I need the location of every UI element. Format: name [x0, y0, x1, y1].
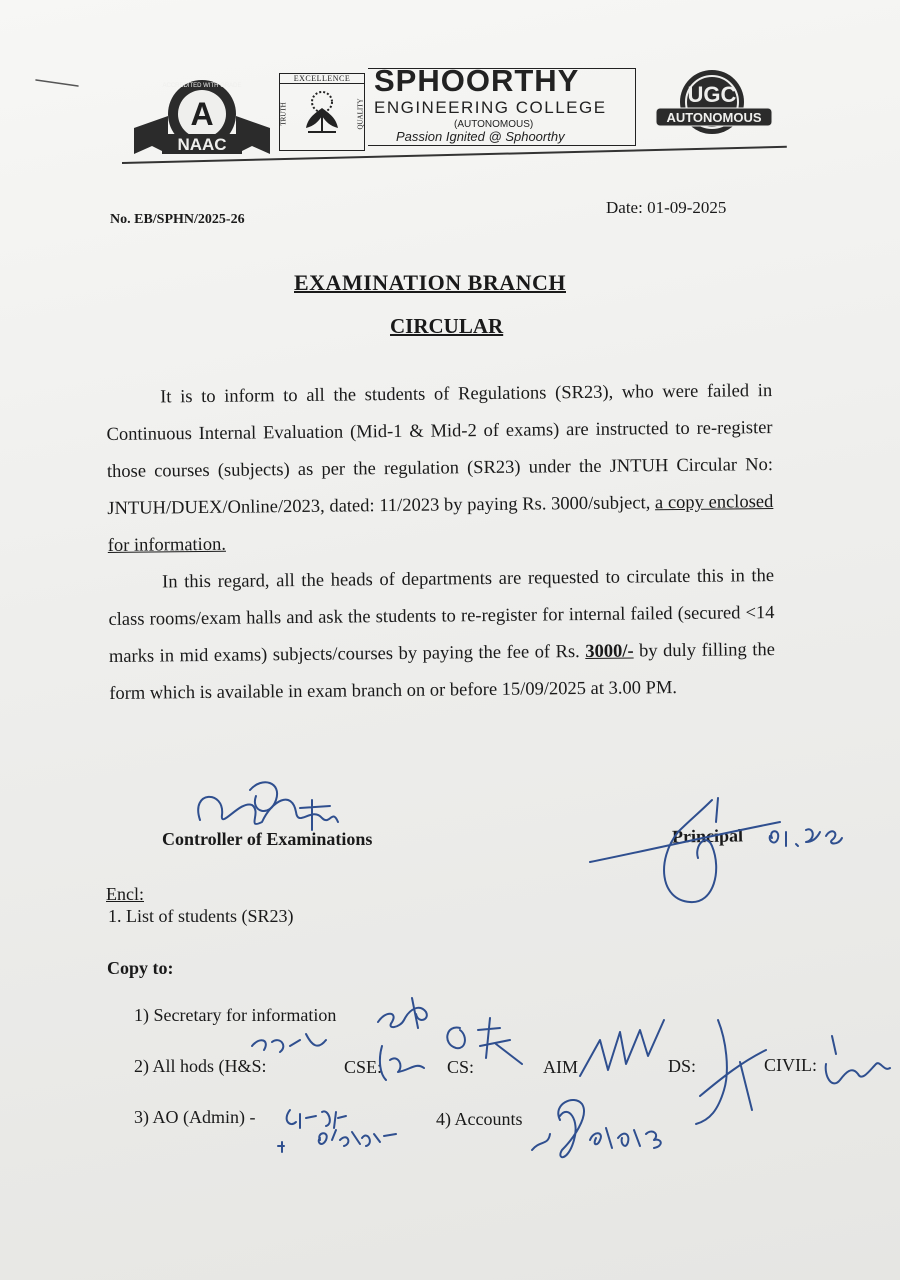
paragraph-2 — [108, 558, 776, 713]
copy-to-cse: CSE: — [344, 1057, 383, 1077]
naac-label-text: NAAC — [177, 135, 227, 154]
page-subtitle: CIRCULAR — [390, 314, 504, 338]
paragraph-1 — [106, 373, 774, 565]
ugc-sub-text: AUTONOMOUS — [666, 110, 762, 125]
paragraph-1-text: It is to inform to all the students of Regulations (SR23), who were failed in Continuous Internal Evaluation (Mid-1 & Mid-2 of exams) are instructed to re-register those courses (subjects) as per the regulation (SR23) under the JNTUH Circular No: JNTUH/DUEX/Online/2023, dated: 11/2023 by paying Rs. 3000/subject, — [106, 381, 774, 519]
copy-to-civil: CIVIL: — [764, 1055, 817, 1075]
crest-top-text: EXCELLENCE — [280, 74, 364, 84]
paragraph-2-text: In this regard, all the heads of departments are requested to circulate this in the class rooms/exam halls and ask the students to re-register for internal failed (secured <14 marks in mid exams) subjects/courses by paying the fee of Rs. — [108, 566, 775, 667]
enclosure-note: a copy enclosed for information. — [107, 492, 774, 556]
copy-to-item-secretary: 1) Secretary for information — [134, 1005, 337, 1025]
reference-number: No. EB/SPHN/2025-26 — [110, 212, 245, 227]
ugc-autonomous-logo — [650, 66, 780, 146]
principal-signature — [590, 800, 780, 902]
circular-date: Date: 01-09-2025 — [606, 198, 727, 217]
college-name-block — [368, 63, 636, 146]
copy-to-item-ao: 3) AO (Admin) - — [134, 1107, 256, 1127]
copy-to-cs: CS: — [447, 1057, 475, 1077]
naac-arc-text: ACCREDITED WITH GRADE — [162, 83, 242, 89]
crest-left-text: TRUTH — [279, 102, 288, 126]
enclosure-item: 1. List of students (SR23) — [108, 906, 294, 926]
fee-amount: 3000/- — [585, 641, 634, 662]
lotus-icon — [300, 88, 344, 140]
paragraph-2-deadline: by duly filling the form which is available in exam branch on or before 15/09/2025 at 3.00 PM. — [109, 640, 775, 704]
copy-to-item-hods: 2) All hods (H&S: — [134, 1056, 267, 1076]
page-title: EXAMINATION BRANCH — [294, 270, 566, 295]
copy-to-label: Copy to: — [107, 958, 174, 978]
principal-signatory: Principal — [671, 825, 744, 847]
college-name: SPHOORTHY — [374, 63, 580, 98]
naac-grade-text: A — [190, 96, 214, 132]
copy-to-aim: AIM — [543, 1057, 578, 1077]
circular-body — [106, 373, 775, 713]
crest-right-text: QUALITY — [356, 98, 365, 130]
accounts-signature — [532, 1100, 584, 1157]
college-autonomous: (AUTONOMOUS) — [454, 119, 534, 130]
naac-badge-logo — [132, 76, 272, 158]
controller-signatory: Controller of Examinations — [162, 829, 373, 849]
college-subtitle: ENGINEERING COLLEGE — [374, 98, 607, 117]
controller-signature — [198, 797, 338, 824]
college-tagline: Passion Ignited @ Sphoorthy — [396, 129, 565, 144]
copy-to-ds: DS: — [668, 1056, 697, 1076]
enclosure-label: Encl: — [106, 884, 144, 904]
college-crest — [279, 73, 365, 151]
copy-to-item-accounts: 4) Accounts — [436, 1109, 523, 1129]
ugc-label-text: UGC — [687, 82, 737, 107]
